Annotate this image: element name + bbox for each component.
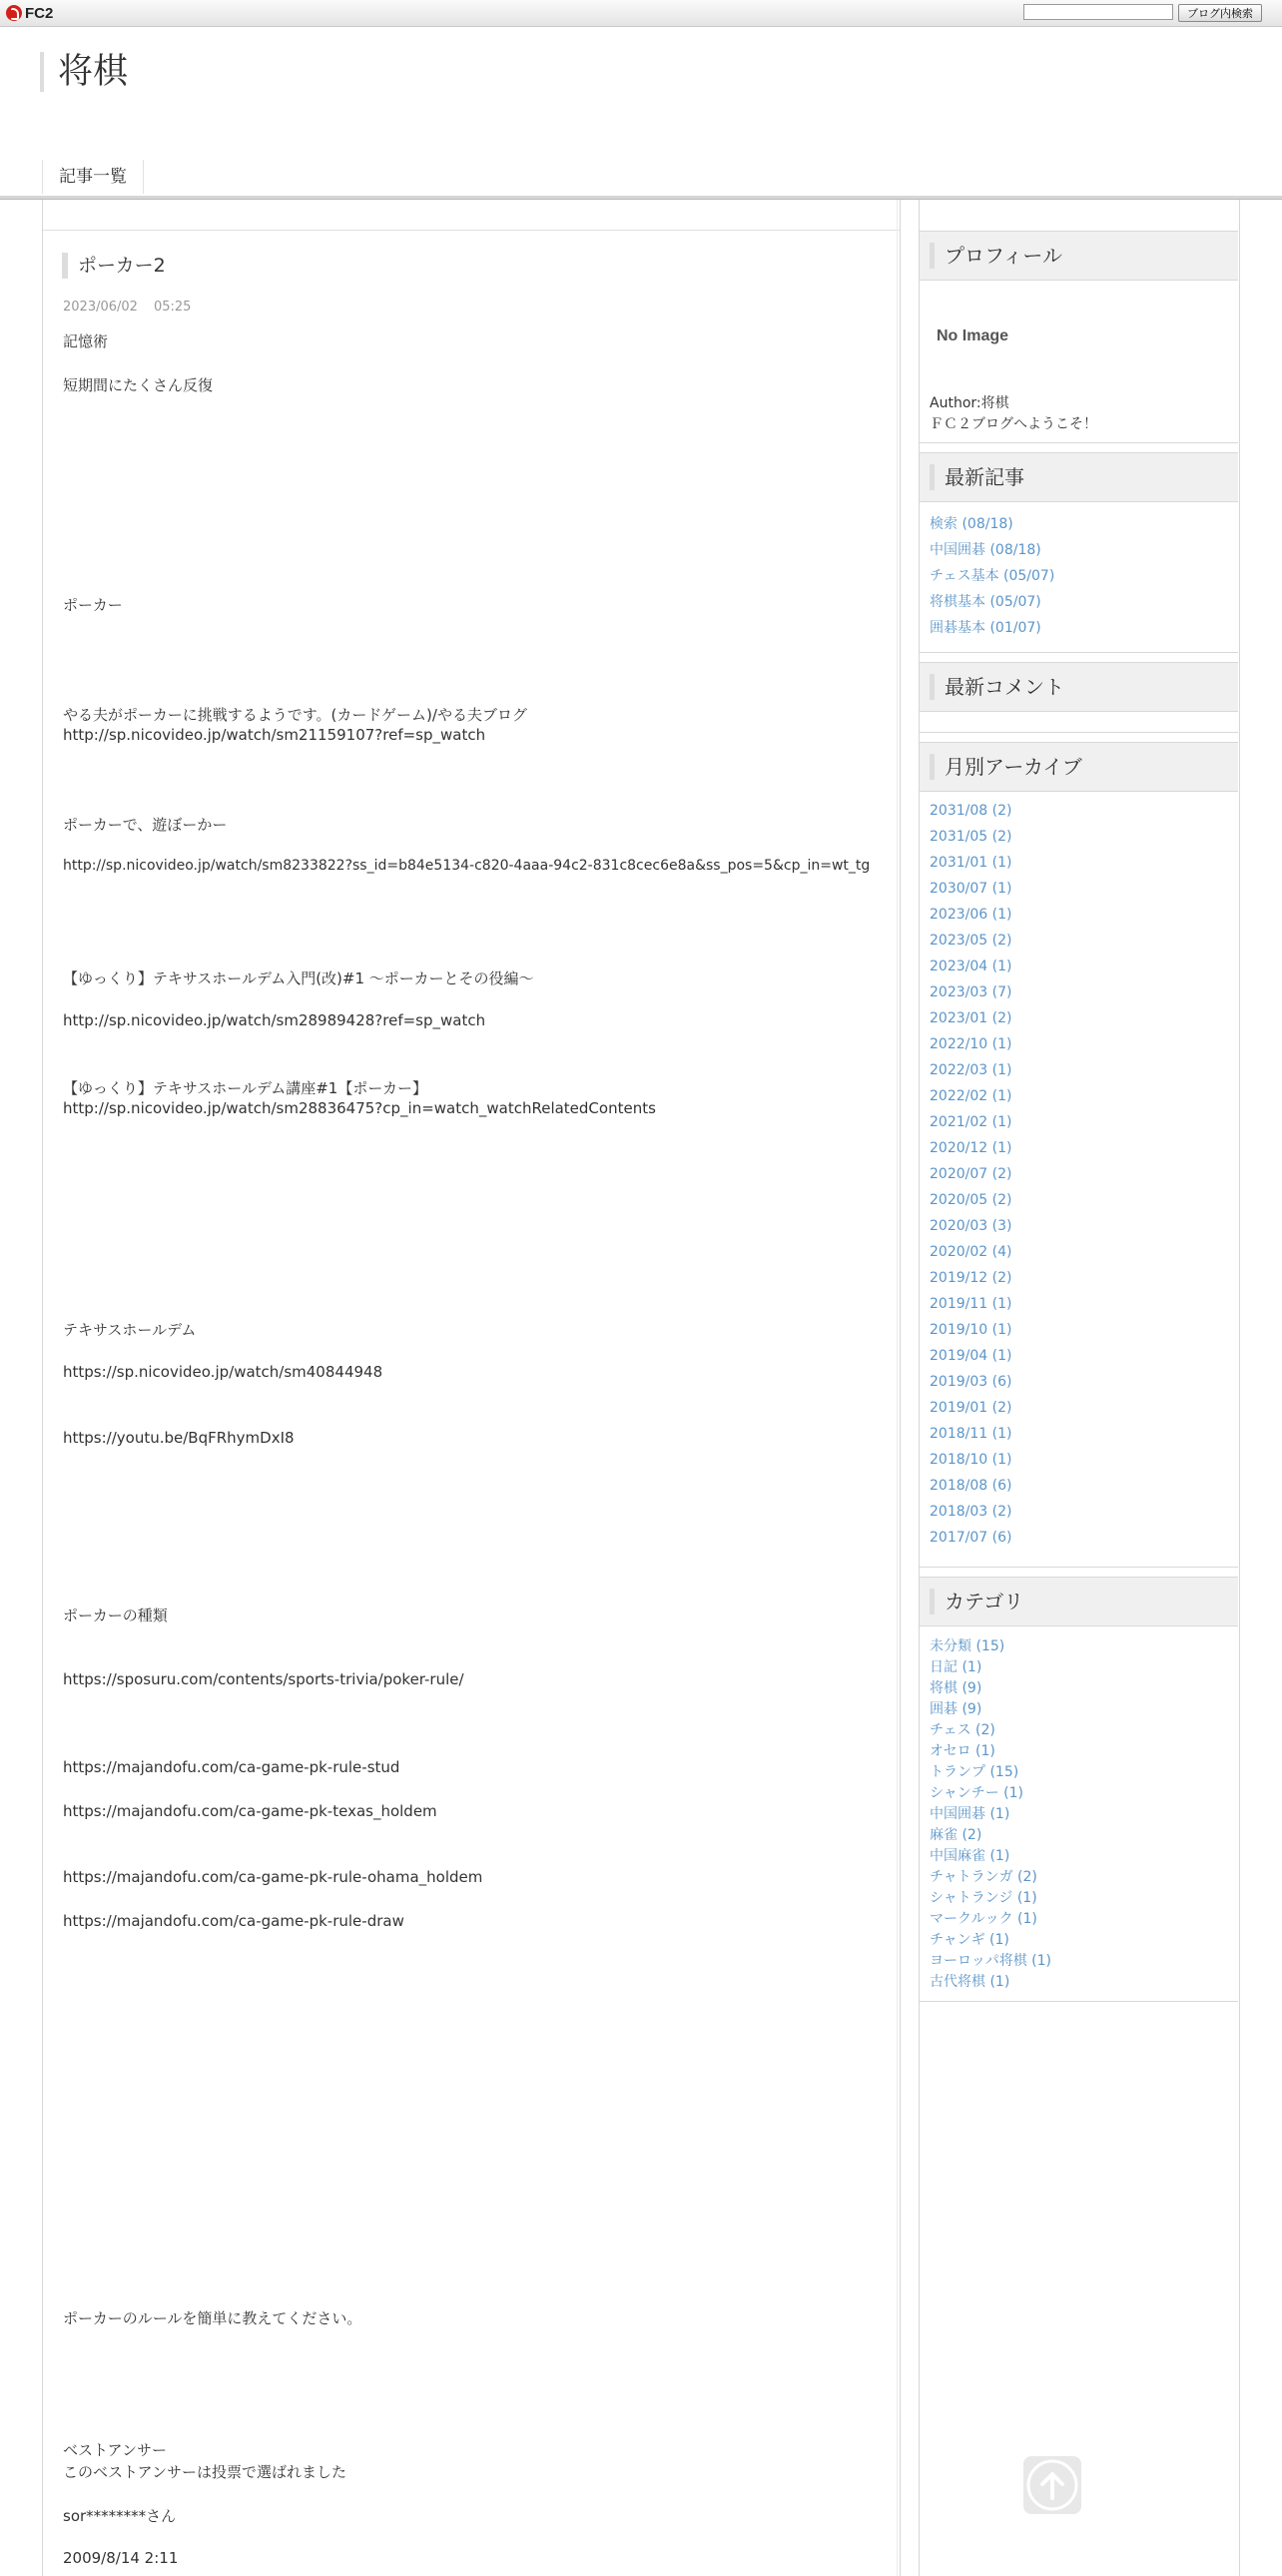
archive-month-link[interactable]: 2020/05 (2) xyxy=(930,1192,1012,1208)
comments-heading-box xyxy=(920,662,1238,712)
archive-heading-box xyxy=(920,742,1238,792)
category-heading-box xyxy=(920,1577,1238,1626)
fc2-logo-text: FC2 xyxy=(25,4,54,22)
archive-month-link[interactable]: 2023/03 (7) xyxy=(930,984,1012,1000)
sidebar-divider xyxy=(920,1567,1238,1568)
recent-entry-link[interactable]: 囲碁基本 (01/07) xyxy=(930,620,1041,636)
article-text: ポーカーで、遊ぼーかー xyxy=(63,816,228,834)
category-link[interactable]: チャンギ (1) xyxy=(930,1932,1009,1948)
category-link[interactable]: 中国囲碁 (1) xyxy=(930,1806,1010,1822)
archive-month-link[interactable]: 2017/07 (6) xyxy=(930,1530,1012,1546)
category-link[interactable]: ヨーロッパ将棋 (1) xyxy=(930,1953,1052,1969)
sidebar-divider xyxy=(920,732,1238,733)
blog-search-button[interactable]: ブログ内検索 xyxy=(1178,4,1262,22)
article-text: https://sp.nicovideo.jp/watch/sm40844948 xyxy=(63,1363,383,1381)
archive-month-link[interactable]: 2019/01 (2) xyxy=(930,1400,1012,1416)
category-link[interactable]: シャンチー (1) xyxy=(930,1785,1024,1801)
category-heading: カテゴリ xyxy=(930,1589,1023,1614)
fc2-top-bar xyxy=(0,0,1282,27)
profile-heading: プロフィール xyxy=(930,243,1062,269)
archive-month-link[interactable]: 2020/07 (2) xyxy=(930,1166,1012,1182)
archive-month-link[interactable]: 2030/07 (1) xyxy=(930,881,1012,897)
article-text: 短期間にたくさん反復 xyxy=(63,376,214,394)
category-link[interactable]: オセロ (1) xyxy=(930,1743,995,1759)
profile-heading-box xyxy=(920,231,1238,281)
category-link[interactable]: 中国麻雀 (1) xyxy=(930,1848,1010,1864)
arrow-up-icon xyxy=(1023,2456,1081,2514)
article-date xyxy=(63,300,191,315)
blog-search-input[interactable] xyxy=(1023,4,1173,20)
article-text: やる夫がポーカーに挑戦するようです。(カードゲーム)/やる夫ブログ xyxy=(63,706,527,724)
article-text: ポーカー xyxy=(63,596,123,614)
archive-month-link[interactable]: 2023/01 (2) xyxy=(930,1010,1012,1026)
archive-month-link[interactable]: 2020/12 (1) xyxy=(930,1140,1012,1156)
comments-heading: 最新コメント xyxy=(930,674,1064,700)
article-text: https://majandofu.com/ca-game-pk-rule-draw xyxy=(63,1912,404,1930)
archive-month-link[interactable]: 2019/11 (1) xyxy=(930,1296,1012,1312)
back-to-top-button[interactable] xyxy=(1023,2456,1081,2514)
category-link[interactable]: 囲碁 (9) xyxy=(930,1701,982,1717)
sidebar-divider xyxy=(920,652,1238,653)
profile-no-image: No Image xyxy=(937,327,1009,344)
article-text: 【ゆっくり】テキサスホールデム講座#1【ポーカー】 xyxy=(63,1079,428,1097)
article-text: https://majandofu.com/ca-game-pk-texas_holdem xyxy=(63,1802,437,1820)
archive-month-link[interactable]: 2031/01 (1) xyxy=(930,855,1012,871)
article-text: このベストアンサーは投票で選ばれました xyxy=(63,2463,346,2481)
category-link[interactable]: シャトランジ (1) xyxy=(930,1890,1037,1906)
archive-month-link[interactable]: 2022/10 (1) xyxy=(930,1036,1012,1052)
archive-month-link[interactable]: 2023/06 (1) xyxy=(930,907,1012,923)
category-link[interactable]: トランプ (15) xyxy=(930,1764,1019,1780)
fc2-logo[interactable] xyxy=(6,3,53,23)
category-link[interactable]: チェス (2) xyxy=(930,1722,995,1738)
article-text: http://sp.nicovideo.jp/watch/sm21159107?ref=sp_watch xyxy=(63,726,486,744)
article-text: http://sp.nicovideo.jp/watch/sm28836475?cp_in=watch_watchRelatedContents xyxy=(63,1099,656,1117)
article-text: https://majandofu.com/ca-game-pk-rule-ohama_holdem xyxy=(63,1868,483,1886)
article-text: https://sposuru.com/contents/sports-trivia/poker-rule/ xyxy=(63,1670,464,1688)
sidebar-divider xyxy=(920,442,1238,443)
archive-month-link[interactable]: 2018/03 (2) xyxy=(930,1504,1012,1520)
article-title[interactable]: ポーカー2 xyxy=(62,253,166,279)
article-text: http://sp.nicovideo.jp/watch/sm28989428?ref=sp_watch xyxy=(63,1011,486,1029)
archive-month-link[interactable]: 2019/03 (6) xyxy=(930,1374,1012,1390)
article-text: テキサスホールデム xyxy=(63,1321,197,1339)
category-link[interactable]: 未分類 (15) xyxy=(930,1638,1005,1654)
recent-heading-box xyxy=(920,452,1238,502)
archive-month-link[interactable]: 2031/05 (2) xyxy=(930,829,1012,845)
article-text: https://majandofu.com/ca-game-pk-rule-stud xyxy=(63,1758,400,1776)
archive-month-link[interactable]: 2018/08 (6) xyxy=(930,1478,1012,1494)
article-text: 【ゆっくり】テキサスホールデム入門(改)#1 ～ポーカーとその役編～ xyxy=(63,969,534,987)
recent-entry-link[interactable]: 検索 (08/18) xyxy=(930,516,1013,532)
article-text: ポーカーのルールを簡単に教えてください。 xyxy=(63,2309,362,2327)
fc2-logo-icon xyxy=(6,5,22,21)
archive-month-link[interactable]: 2022/02 (1) xyxy=(930,1088,1012,1104)
archive-month-link[interactable]: 2019/12 (2) xyxy=(930,1270,1012,1286)
archive-month-link[interactable]: 2020/02 (4) xyxy=(930,1244,1012,1260)
main-top-divider xyxy=(43,230,900,231)
blog-title[interactable]: 将棋 xyxy=(40,52,128,92)
archive-heading: 月別アーカイブ xyxy=(930,754,1082,780)
article-time-value: 05:25 xyxy=(153,300,192,315)
profile-welcome: ＦＣ２ブログへようこそ！ xyxy=(930,416,1097,432)
archive-month-link[interactable]: 2020/03 (3) xyxy=(930,1218,1012,1234)
recent-entry-link[interactable]: 中国囲碁 (08/18) xyxy=(930,542,1041,558)
archive-month-link[interactable]: 2018/11 (1) xyxy=(930,1426,1012,1442)
category-link[interactable]: マークルック (1) xyxy=(930,1911,1037,1927)
article-text: sor********さん xyxy=(63,2507,177,2525)
main-column xyxy=(42,200,901,2576)
category-link[interactable]: 麻雀 (2) xyxy=(930,1827,982,1843)
article-date-value: 2023/06/02 xyxy=(63,300,138,315)
article-text: https://youtu.be/BqFRhymDxI8 xyxy=(63,1429,295,1447)
main-inner-border xyxy=(897,200,898,2576)
article-text: 2009/8/14 2:11 xyxy=(63,2549,179,2567)
article-text: http://sp.nicovideo.jp/watch/sm8233822?ss_id=b84e5134-c820-4aaa-94c2-831c8cec6e8a&ss_pos=5&cp_in=wt_tg xyxy=(63,858,871,874)
archive-month-link[interactable]: 2021/02 (1) xyxy=(930,1114,1012,1130)
archive-month-link[interactable]: 2022/03 (1) xyxy=(930,1062,1012,1078)
article-text: 記憶術 xyxy=(63,332,109,350)
archive-month-link[interactable]: 2019/10 (1) xyxy=(930,1322,1012,1338)
recent-entry-link[interactable]: チェス基本 (05/07) xyxy=(930,568,1055,584)
archive-month-link[interactable]: 2018/10 (1) xyxy=(930,1452,1012,1468)
category-link[interactable]: 古代将棋 (1) xyxy=(930,1974,1010,1990)
archive-month-link[interactable]: 2023/05 (2) xyxy=(930,933,1012,949)
archive-month-link[interactable]: 2031/08 (2) xyxy=(930,803,1012,819)
archive-month-link[interactable]: 2019/04 (1) xyxy=(930,1348,1012,1364)
sidebar-divider xyxy=(920,2001,1238,2002)
recent-entry-link[interactable]: 将棋基本 (05/07) xyxy=(930,594,1041,610)
category-link[interactable]: チャトランガ (2) xyxy=(930,1869,1037,1885)
category-link[interactable]: 日記 (1) xyxy=(930,1659,982,1675)
archive-month-link[interactable]: 2023/04 (1) xyxy=(930,959,1012,974)
article-text: ベストアンサー xyxy=(63,2441,167,2459)
article-text: ポーカーの種類 xyxy=(63,1607,168,1624)
recent-heading: 最新記事 xyxy=(930,464,1024,490)
category-link[interactable]: 将棋 (9) xyxy=(930,1680,982,1696)
profile-author: Author:将棋 xyxy=(930,395,1009,411)
nav-article-list[interactable]: 記事一覧 xyxy=(42,160,144,194)
